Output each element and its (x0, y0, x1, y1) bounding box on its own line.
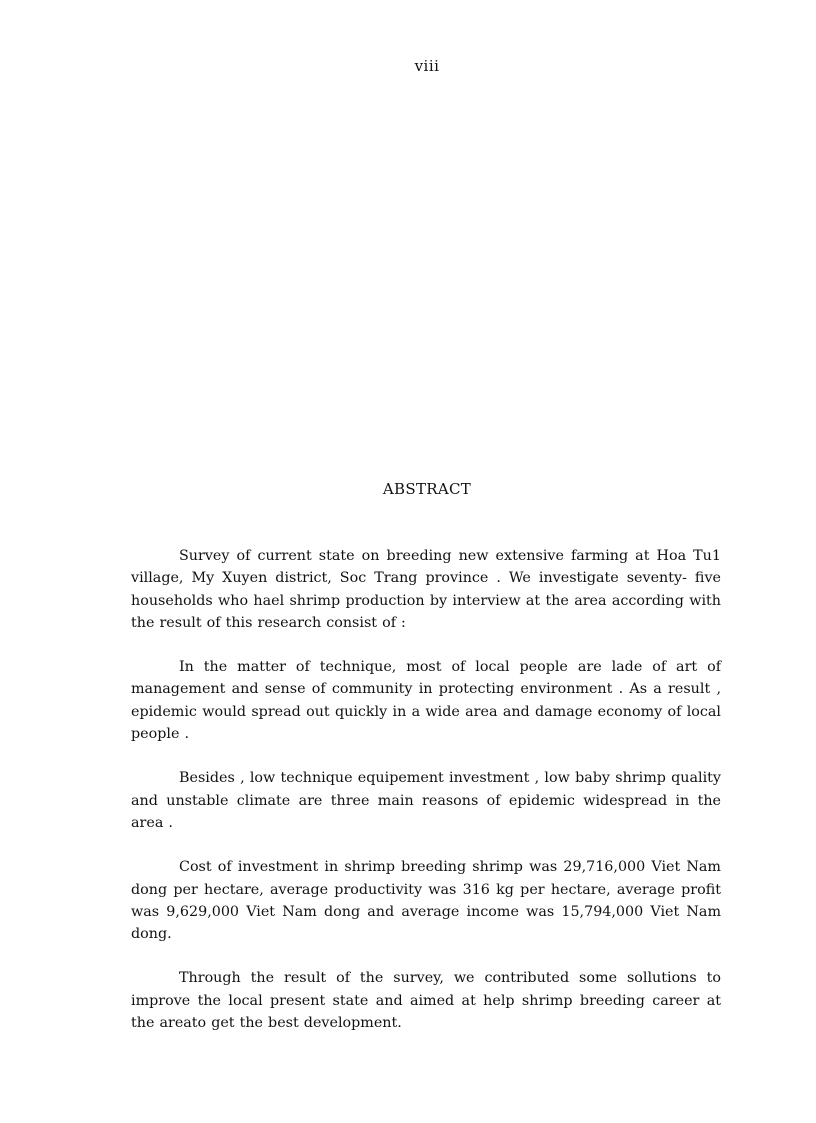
paragraph-cost: Cost of investment in shrimp breeding shrimp was 29,716,000 Viet Nam dong per hectare, average productivity was 316 kg per hectare, average profit was 9,629,000 Viet Nam dong and average income was 15,794,000 Viet Nam dong. (131, 859, 721, 943)
abstract-title: ABSTRACT (382, 480, 472, 498)
paragraph-survey: Survey of current state on breeding new extensive farming at Hoa Tu1 village, My Xuyen district, Soc Trang province . We investigate seventy- five households who hael shrimp production by interview at the area according with the result of this research consist of : (131, 548, 721, 631)
paragraph-reasons: Besides , low technique equipement investment , low baby shrimp quality and unstable climate are three main reasons of epidemic widespread in the area . (131, 770, 721, 831)
abstract-body (131, 545, 721, 1056)
paragraph-solutions: Through the result of the survey, we contributed some sollutions to improve the local present state and aimed at help shrimp breeding career at the areato get the best development. (131, 970, 721, 1032)
paragraph-technique: In the matter of technique, most of local people are lade of art of management and sense of community in protecting environment . As a result , epidemic would spread out quickly in a wide area and damage economy of local people . (131, 659, 721, 743)
page-number: viii (414, 57, 440, 75)
